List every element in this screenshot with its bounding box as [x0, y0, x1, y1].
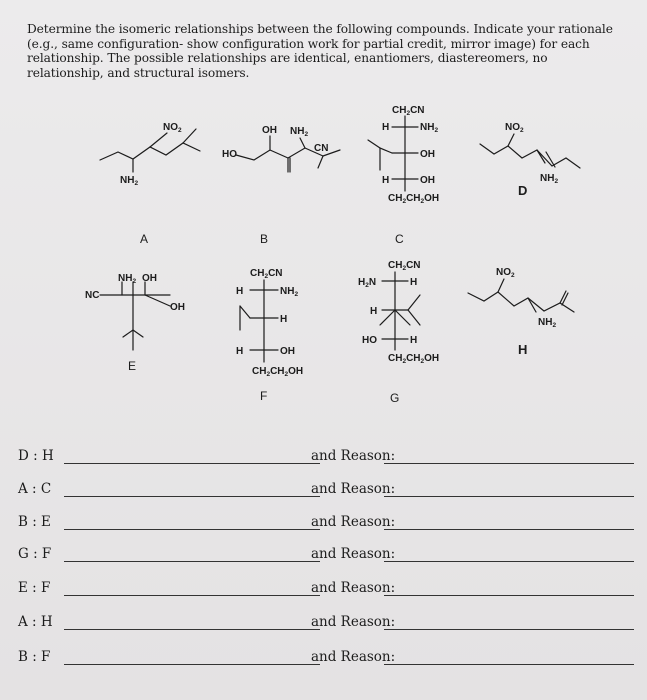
question-row — [18, 514, 638, 534]
reason-answer-line[interactable] — [384, 496, 634, 497]
pair-label: D : H — [18, 448, 54, 464]
d-nh2-label: $NH_2$ — [540, 173, 559, 185]
reason-answer-line[interactable] — [384, 529, 634, 530]
question-row — [18, 580, 638, 600]
c-oh2-label: OH — [420, 175, 435, 186]
f-oh-label: OH — [280, 346, 295, 357]
question-row — [18, 614, 638, 634]
reason-label: and Reason: — [311, 614, 396, 630]
e-nh2-label: $NH_2$ — [118, 273, 137, 285]
relationship-answer-line[interactable] — [64, 595, 320, 596]
g-h-label: H — [410, 277, 418, 288]
reason-answer-line[interactable] — [384, 561, 634, 562]
g-h3-label: H — [410, 335, 418, 346]
compound-a-letter: A — [140, 232, 149, 246]
c-ch2ch2oh-label: $CH_2CH_2OH$ — [388, 193, 440, 205]
f-nh2-label: $NH_2$ — [280, 286, 299, 298]
f-ch2ch2oh-label: $CH_2CH_2OH$ — [252, 366, 304, 378]
compound-e-structure — [100, 282, 170, 350]
compound-h-letter: H — [518, 342, 528, 357]
a-nh2-label: $NH_2$ — [120, 175, 139, 187]
relationship-answer-line[interactable] — [64, 496, 320, 497]
f-ch2cn-label: $CH_2CN$ — [250, 268, 283, 280]
relationship-answer-line[interactable] — [64, 529, 320, 530]
instructions-text: Determine the isomeric relationships between the following compounds. Indicate your rationale (e.g., same configuration- show configuration work for partial credit, mirror image) for each relationship. The possible relationships are identical, enantiomers, diastereomers, no relationship, and structural isomers. — [27, 22, 613, 80]
g-ho-label: HO — [362, 335, 377, 346]
question-row — [18, 481, 638, 501]
pair-label: A : C — [18, 481, 52, 497]
b-nh2-label: $NH_2$ — [290, 126, 309, 138]
c-ch2cn-label: $CH_2CN$ — [392, 105, 425, 117]
g-ch2cn-label: $CH_2CN$ — [388, 260, 421, 272]
compound-h-structure — [468, 279, 574, 312]
compound-c-letter: C — [395, 232, 404, 246]
reason-label: and Reason: — [311, 448, 396, 464]
e-nc-label: NC — [85, 290, 100, 301]
compound-c-structure — [368, 116, 418, 191]
compound-b-structure — [236, 136, 340, 172]
a-no2-label: $NO_2$ — [163, 122, 182, 134]
pair-label: E : F — [18, 580, 51, 596]
reason-label: and Reason: — [311, 481, 396, 497]
e-oh-label: OH — [142, 273, 157, 284]
c-oh-label: OH — [420, 149, 435, 160]
c-nh2-label: $NH_2$ — [420, 122, 439, 134]
relationship-answer-line[interactable] — [64, 561, 320, 562]
e-oh2-label: OH — [170, 302, 185, 313]
compound-f-structure — [240, 280, 278, 362]
g-ch2ch2oh-label: $CH_2CH_2OH$ — [388, 353, 440, 365]
reason-label: and Reason: — [311, 580, 396, 596]
f-h2-label: H — [280, 314, 288, 325]
compound-e-letter: E — [128, 359, 137, 373]
pair-label: B : E — [18, 514, 51, 530]
c-h2-label: H — [382, 175, 390, 186]
compound-b-letter: B — [260, 232, 269, 246]
f-h-label: H — [236, 286, 244, 297]
reason-answer-line[interactable] — [384, 463, 634, 464]
h-nh2-label: $NH_2$ — [538, 317, 557, 329]
compound-f-letter: F — [260, 389, 268, 403]
b-cn-label: CN — [314, 143, 329, 154]
compound-d-letter: D — [518, 183, 528, 198]
relationship-answer-line[interactable] — [64, 629, 320, 630]
b-ho-label: HO — [222, 149, 237, 160]
pair-label: G : F — [18, 546, 52, 562]
compound-d-structure — [480, 134, 580, 168]
reason-label: and Reason: — [311, 546, 396, 562]
relationship-answer-line[interactable] — [64, 463, 320, 464]
pair-label: B : F — [18, 649, 51, 665]
compound-g-letter: G — [390, 391, 400, 405]
relationship-answer-line[interactable] — [64, 664, 320, 665]
c-h-label: H — [382, 122, 390, 133]
question-row — [18, 546, 638, 566]
reason-answer-line[interactable] — [384, 629, 634, 630]
question-row — [18, 448, 638, 468]
f-h3-label: H — [236, 346, 244, 357]
reason-label: and Reason: — [311, 514, 396, 530]
g-h2-label: H — [370, 306, 378, 317]
b-oh-label: OH — [262, 125, 277, 136]
d-no2-label: $NO_2$ — [505, 122, 524, 134]
compound-a-structure — [100, 129, 200, 172]
reason-answer-line[interactable] — [384, 595, 634, 596]
g-h2n-label: $H_2N$ — [358, 277, 377, 289]
pair-label: A : H — [18, 614, 53, 630]
h-no2-label: $NO_2$ — [496, 267, 515, 279]
reason-answer-line[interactable] — [384, 664, 634, 665]
question-row — [18, 649, 638, 669]
reason-label: and Reason: — [311, 649, 396, 665]
